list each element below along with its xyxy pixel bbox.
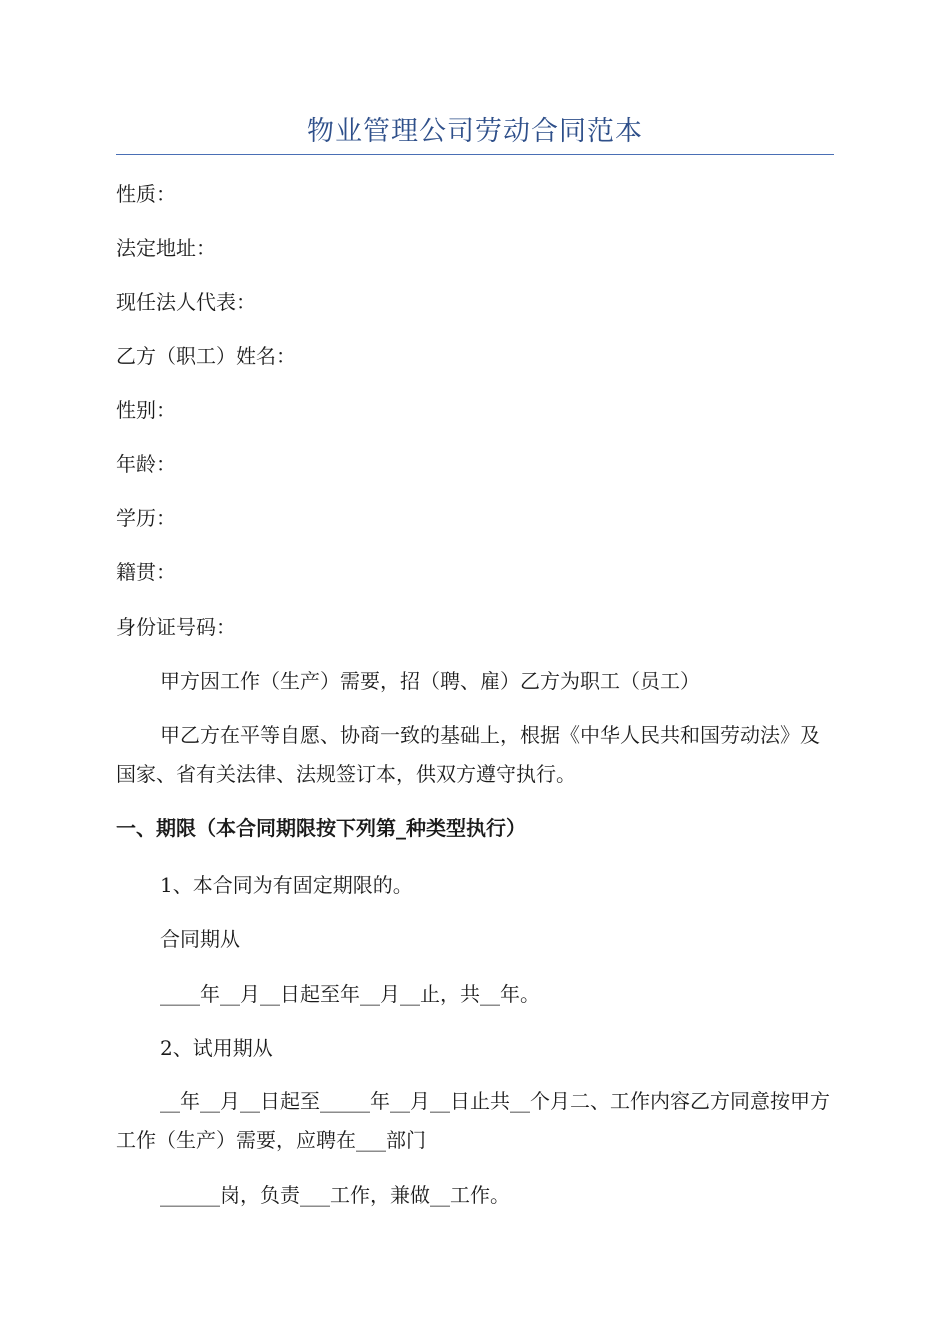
paragraph-recruitment: 甲方因工作（生产）需要，招（聘、雇）乙方为职工（员工） [160, 669, 700, 693]
field-id-number: 身份证号码： [116, 615, 236, 639]
field-education: 学历： [116, 506, 176, 530]
paragraph-basis: 甲乙方在平等自愿、协商一致的基础上，根据《中华人民共和国劳动法》及国家、省有关法律、法规签订本，供双方遵守执行。 [116, 723, 820, 786]
section-heading-term: 一、期限（本合同期限按下列第_种类型执行） [116, 816, 526, 840]
field-age: 年龄： [116, 452, 176, 476]
field-gender: 性别： [116, 398, 176, 422]
field-legal-representative: 现任法人代表： [116, 290, 256, 314]
contract-period-label: 合同期从 [160, 927, 240, 951]
document-title: 物业管理公司劳动合同范本 [307, 116, 643, 147]
paragraph-probation-work-content: __年__月__日起至_____年__月__日止共__个月二、工作内容乙方同意按甲方工作（生产）需要，应聘在___部门 [116, 1089, 830, 1152]
title-underline [116, 154, 834, 155]
item-probation: 2、试用期从 [160, 1036, 273, 1060]
post-responsibility: ______岗，负责___工作，兼做__工作。 [160, 1183, 510, 1207]
contract-period-dates: ____年__月__日起至年__月__止，共__年。 [160, 982, 540, 1006]
field-native-place: 籍贯： [116, 560, 176, 584]
field-party-b-name: 乙方（职工）姓名： [116, 344, 296, 368]
field-legal-address: 法定地址： [116, 236, 216, 260]
item-fixed-term: 1、本合同为有固定期限的。 [160, 873, 413, 897]
field-nature: 性质： [116, 182, 176, 206]
